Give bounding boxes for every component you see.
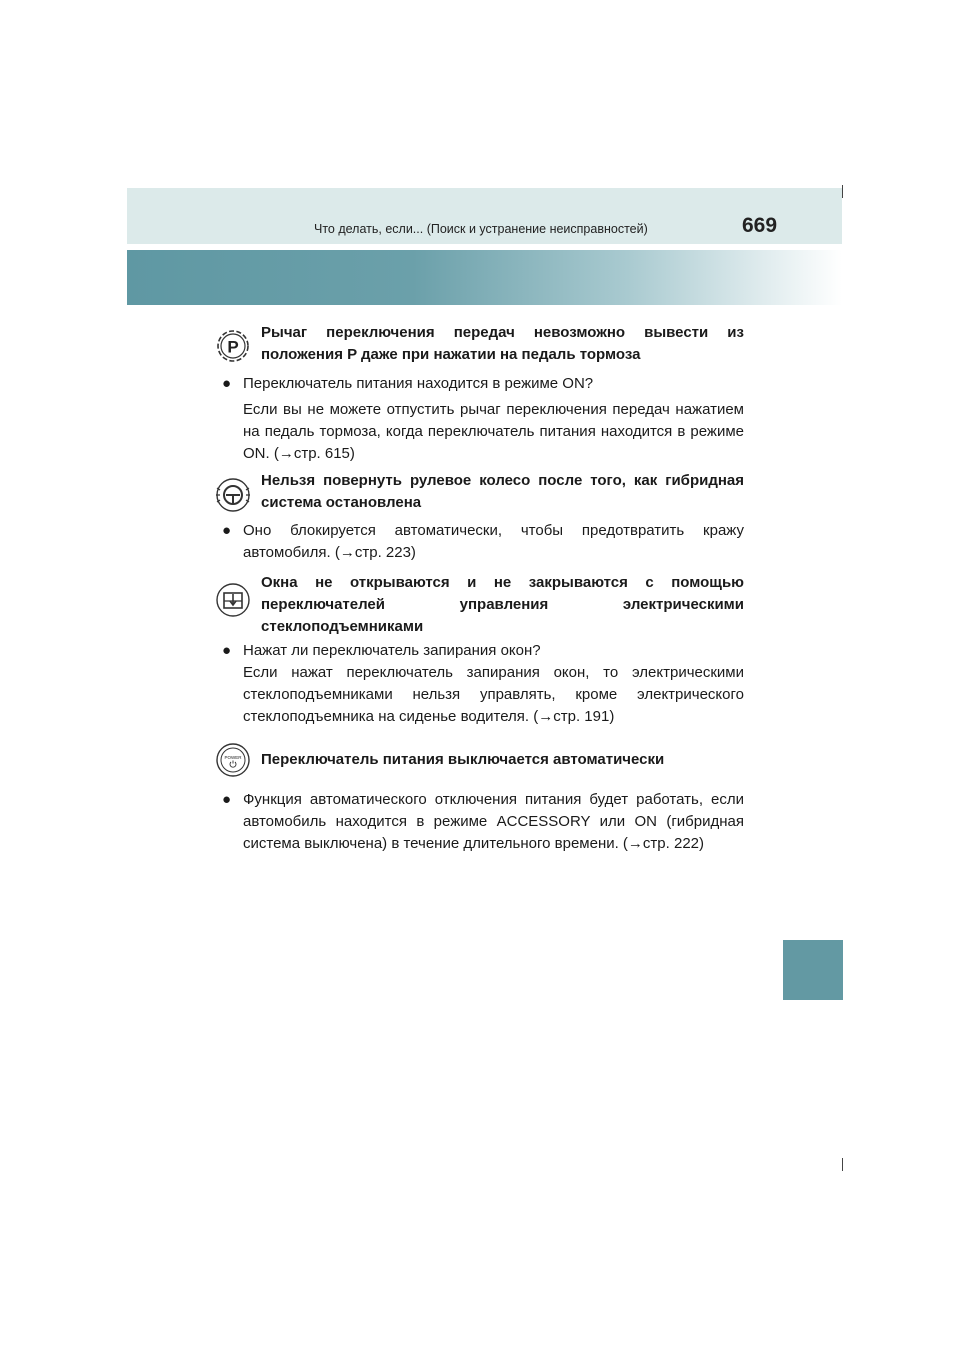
bullet-marker: ● bbox=[222, 522, 232, 539]
power-icon-label: POWER bbox=[224, 755, 242, 760]
paragraph-text: Если вы не можете отпустить рычаг переключения передач нажатием на педаль тормоза, когда переключатель питания находится в режиме ON. (→стр. 615) bbox=[243, 401, 744, 462]
power-button-icon bbox=[215, 742, 251, 778]
bullet-text: Функция автоматического отключения питания будет работать, если автомобиль находится в режиме ACCESSORY или ON (гибридная система выключена) в течение длительного времени. (→стр. 222) bbox=[243, 791, 744, 852]
crop-mark-bottom bbox=[842, 1158, 843, 1171]
svg-text:P: P bbox=[227, 337, 239, 357]
bullet-marker: ● bbox=[222, 642, 232, 659]
section-heading: Переключатель питания выключается автоматически bbox=[261, 751, 665, 768]
section-heading: Нельзя повернуть рулевое колесо после того, как гибридная система остановлена bbox=[261, 472, 744, 511]
crop-mark-top bbox=[842, 185, 843, 198]
section-banner bbox=[127, 250, 842, 305]
p-gear-icon bbox=[215, 328, 251, 364]
section-heading: Рычаг переключения передач невозможно вывести из положения P даже при нажатии на педаль тормоза bbox=[261, 324, 744, 363]
chapter-tab bbox=[783, 940, 843, 1000]
power-window-icon bbox=[215, 582, 251, 618]
page-number: 669 bbox=[742, 214, 778, 237]
bullet-text: Оно блокируется автоматически, чтобы предотвратить кражу автомобиля. (→стр. 223) bbox=[243, 522, 744, 561]
paragraph-text: Если нажат переключатель запирания окон, то электрическими стеклоподъемниками нельзя управлять, кроме электрического стеклоподъемника на сиденье водителя. (→стр. 191) bbox=[243, 664, 744, 725]
bullet-marker: ● bbox=[222, 375, 232, 392]
section-heading: Окна не открываются и не закрываются с помощью переключателей управления электрическими стеклоподъемниками bbox=[261, 574, 744, 635]
steering-lock-icon bbox=[215, 477, 251, 513]
bullet-text: Нажат ли переключатель запирания окон? bbox=[243, 642, 541, 659]
bullet-text: Переключатель питания находится в режиме ON? bbox=[243, 375, 594, 392]
bullet-marker: ● bbox=[222, 791, 232, 808]
header-title: Что делать, если... (Поиск и устранение неисправностей) bbox=[314, 222, 648, 236]
